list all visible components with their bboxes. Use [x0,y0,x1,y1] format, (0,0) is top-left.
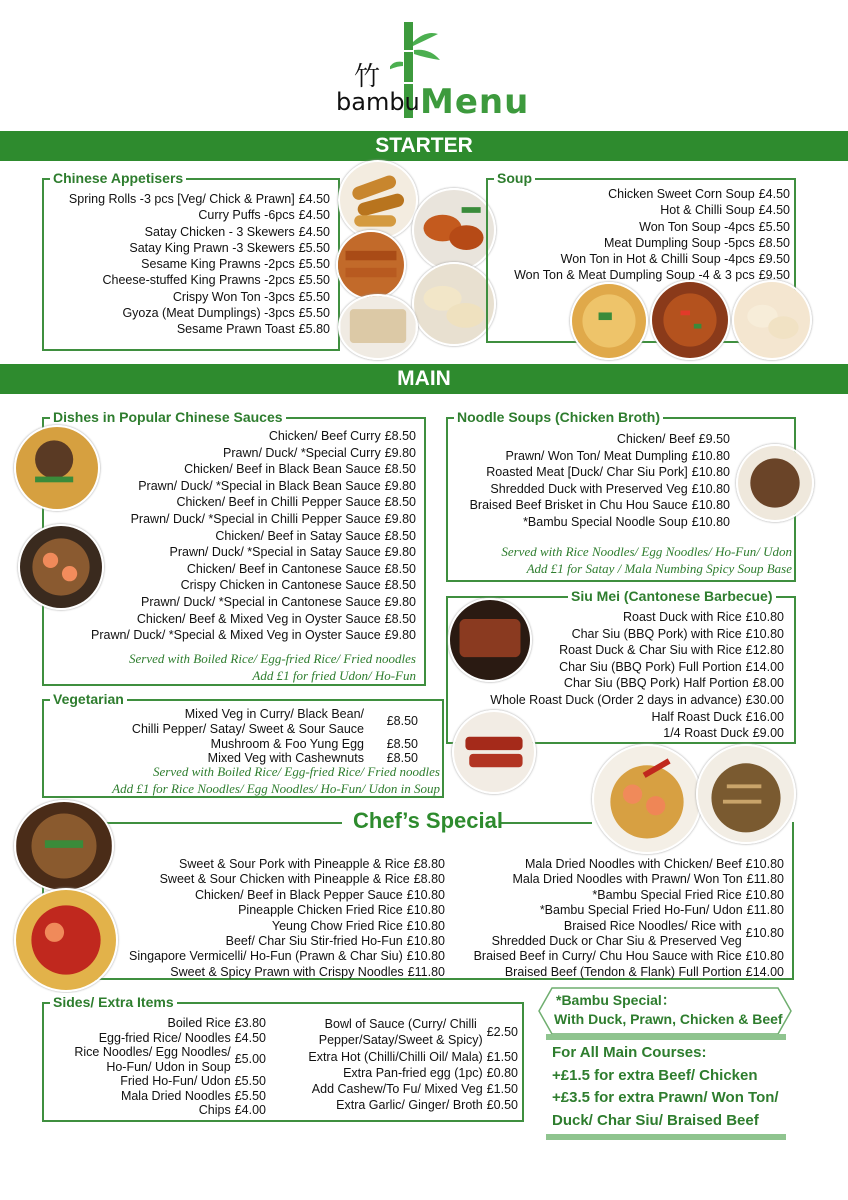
menu-item [266,1049,518,1065]
menu-item-name: Braised Beef in Curry/ Chu Hou Sauce with Rice [473,949,742,964]
menu-item [266,1097,518,1113]
menu-item-price: £9.80 [384,594,416,609]
menu-item-price: £5.50 [298,306,330,321]
main-bar: MAIN [0,364,848,394]
menu-item-name: Sweet & Spicy Prawn with Crispy Noodles [170,964,404,979]
menu-item [470,481,730,498]
menu-item [100,934,445,949]
menu-item-price: £0.80 [486,1065,518,1080]
food-photo-prawn-noodles [18,524,104,610]
menu-item-price: £30.00 [745,692,784,707]
appetisers-list [69,191,330,338]
menu-item-price: £8.50 [384,429,416,443]
extras-line: Duck/ Char Siu/ Braised Beef [552,1111,759,1129]
menu-item-name: Chicken/ Beef & Mixed Veg in Oyster Sauce [136,611,381,626]
menu-item-price: £4.00 [234,1103,266,1117]
food-photo-black-bean-beef [14,425,100,511]
menu-item-name: Won Ton Soup -4pcs [639,219,755,234]
menu-item-price: £10.80 [745,857,784,871]
chefs-special-title: Chef’s Special [353,808,503,833]
menu-item-name: Crispy Chicken in Cantonese Sauce [180,578,381,593]
menu-item-price: £9.50 [758,252,790,267]
menu-item-name: Sweet & Sour Pork with Pineapple & Rice [179,857,410,871]
menu-item [470,497,730,514]
food-photo-gyoza [412,262,496,346]
menu-item [100,872,445,887]
menu-item-price: £10.80 [745,610,784,624]
vegetarian-title: Vegetarian [50,690,127,708]
food-photo-spicy-prawn [592,744,702,854]
menu-item [44,1103,266,1118]
menu-item-price: £9.80 [384,628,416,643]
food-photo-hot-chilli-soup [650,280,730,360]
menu-item [490,626,784,643]
menu-item-name: Mushroom & Foo Yung Egg [210,737,364,751]
menu-item-name: Braised Beef Brisket in Chu Hou Sauce [469,498,688,512]
menu-item-name: *Bambu Special Fried Rice [592,887,742,902]
menu-item [44,1016,266,1031]
starter-bar: STARTER [0,131,848,161]
menu-item-price: £16.00 [745,709,784,724]
sides-left-list [44,1016,266,1118]
menu-item-price: £12.80 [745,643,784,658]
menu-item [69,207,330,223]
menu-item [91,561,416,578]
menu-item-price: £8.50 [384,561,416,576]
menu-item-price: £10.80 [691,448,730,463]
menu-item [470,448,730,465]
menu-item-price: £9.50 [698,432,730,446]
menu-item [44,1089,266,1104]
logo-text: bambu [336,88,420,116]
menu-item-name: Crispy Won Ton -3pcs [172,289,295,304]
menu-item [490,709,784,726]
menu-item [490,609,784,626]
menu-item-price: £11.80 [746,872,784,887]
menu-item-name: Gyoza (Meat Dumplings) -3pcs [122,306,295,321]
menu-item [490,642,784,659]
menu-item-name: Egg-fried Rice/ Noodles [98,1030,231,1045]
sides-title: Sides/ Extra Items [50,993,177,1011]
menu-item-name: Satay King Prawn -3 Skewers [129,240,295,255]
menu-item-price: £10.80 [745,626,784,641]
menu-item-price: £9.50 [758,268,790,283]
menu-item-name: Meat Dumpling Soup -5pcs [603,235,755,250]
menu-item-price: £10.80 [745,887,784,902]
menu-item-price: £8.50 [384,495,416,510]
menu-item [44,1031,266,1046]
sides-right-list [266,1016,518,1114]
menu-item [69,321,330,337]
menu-item-price: £8.50 [384,578,416,593]
menu-item-name: Char Siu (BBQ Pork) Full Portion [559,659,742,674]
menu-item [490,692,784,709]
menu-item-price: £10.80 [406,887,445,902]
menu-item [448,919,784,950]
menu-item-price: £8.50 [384,611,416,626]
menu-item-name: Braised Rice Noodles/ Rice with Shredded Duck or Char Siu & Preserved Veg [491,918,742,949]
food-photo-curry-puffs [412,188,496,272]
menu-item-price: £8.50 [386,714,418,728]
menu-item-name: Prawn/ Duck/ *Special in Black Bean Sauce [138,478,381,493]
menu-item [100,857,445,872]
menu-item-name: Roast Duck with Rice [622,610,742,624]
menu-item-price: £10.80 [691,465,730,479]
menu-item [91,461,416,478]
menu-item-name: Bowl of Sauce (Curry/ Chilli Pepper/Satay/Sweet & Spicy) [318,1017,483,1048]
menu-item-name: Chicken/ Beef [616,432,695,446]
menu-item-name: Chips [198,1103,231,1117]
noodle-soups-list [470,431,730,530]
menu-item-name: Hot & Chilli Soup [660,203,755,218]
menu-item-price: £8.50 [758,235,790,250]
menu-item [91,577,416,594]
menu-item-name: Roasted Meat [Duck/ Char Siu Pork] [486,465,688,479]
bambu-special-banner [538,987,792,1035]
siu-mei-title: Siu Mei (Cantonese Barbecue) [568,587,776,605]
soup-title: Soup [494,169,535,187]
food-photo-char-siu [452,710,536,794]
menu-item-name: 1/4 Roast Duck [663,726,749,741]
menu-item [91,445,416,462]
menu-item-name: Sesame Prawn Toast [176,322,295,337]
menu-item [69,240,330,256]
menu-item-price: £8.50 [384,462,416,477]
menu-item-price: £0.50 [486,1098,518,1113]
menu-item-name: Prawn/ Duck/ *Special in Chilli Pepper Sauce [130,511,381,526]
menu-item-price: £8.00 [752,676,784,691]
menu-item-price: £10.80 [406,903,445,918]
menu-item [448,965,784,980]
menu-item-price: £8.50 [384,528,416,543]
sauces-note-1: Served with Boiled Rice/ Egg-fried Rice/ Fried noodles [128,651,416,666]
menu-item [100,965,445,980]
menu-item [266,1065,518,1081]
food-photo-sweet-corn-soup [570,282,648,360]
menu-item [514,186,790,202]
menu-item [91,611,416,628]
menu-item-price: £10.80 [691,514,730,529]
menu-item-name: Mala Dried Noodles [120,1088,231,1103]
menu-item-price: £10.80 [745,949,784,964]
menu-item-name: Prawn/ Duck/ *Special Curry [223,445,381,460]
menu-item-name: Sesame King Prawns -2pcs [141,257,295,272]
menu-item-name: Char Siu (BBQ Pork) Half Portion [563,676,749,691]
menu-item-price: £11.80 [746,903,784,918]
extras-heading: For All Main Courses: [552,1044,707,1061]
menu-item [91,627,416,644]
menu-item [514,235,790,251]
menu-item-price: £4.50 [758,187,790,201]
menu-item [69,256,330,272]
menu-item-name: Add Cashew/To Fu/ Mixed Veg [311,1082,483,1097]
menu-item [44,1045,266,1074]
menu-item-price: £1.50 [486,1082,518,1097]
menu-item [448,949,784,964]
bambu-special-label: *Bambu Special： [556,992,676,1008]
menu-item-name: Sweet & Sour Chicken with Pineapple & Rice [159,872,410,887]
menu-item-name: Chicken/ Beef Curry [268,429,381,443]
menu-item [91,428,416,445]
menu-item-price: £5.50 [298,240,330,255]
menu-item [69,191,330,207]
menu-item-price: £10.80 [691,498,730,512]
menu-item-name: Prawn/ Duck/ *Special & Mixed Veg in Oyster Sauce [91,628,381,643]
vegetarian-note-1: Served with Boiled Rice/ Egg-fried Rice/ Fried noodles [152,764,440,779]
menu-item-name: Half Roast Duck [651,709,742,724]
food-photo-spring-rolls [338,160,418,240]
food-photo-ho-fun [14,800,114,892]
menu-item-price: £5.50 [298,257,330,272]
menu-item-name: Extra Garlic/ Ginger/ Broth [336,1098,483,1113]
menu-item-price: £4.50 [298,224,330,239]
menu-item-price: £8.50 [386,737,418,751]
menu-item-price: £10.80 [406,918,445,933]
menu-item [100,949,445,964]
divider [546,1134,786,1140]
menu-item-price: £1.50 [486,1049,518,1064]
divider [546,1034,786,1040]
chefs-special-right-list [448,857,784,980]
menu-item-name: Won Ton in Hot & Chilli Soup -4pcs [560,252,755,267]
menu-item-price: £5.50 [758,219,790,234]
menu-item-name: Singapore Vermicelli/ Ho-Fun (Prawn & Char Siu) [129,949,403,964]
vegetarian-list [118,707,418,765]
menu-item-name: Char Siu (BBQ Pork) with Rice [571,626,742,641]
soup-list [514,186,790,284]
menu-item-name: Extra Pan-fried egg (1pc) [343,1065,483,1080]
appetisers-title: Chinese Appetisers [50,169,186,187]
menu-item-name: Whole Roast Duck (Order 2 days in advance) [490,692,742,707]
menu-item-name: Curry Puffs -6pcs [198,208,295,223]
menu-item [91,478,416,495]
menu-item [448,888,784,903]
menu-title: Menu [420,82,530,122]
menu-item-name: Won Ton & Meat Dumpling Soup -4 & 3 pcs [514,268,755,283]
food-photo-mala-noodles [696,744,796,844]
siu-mei-list [490,609,784,742]
sides-box [42,994,524,1122]
menu-item-price: £8.80 [413,872,445,887]
noodle-soups-title: Noodle Soups (Chicken Broth) [454,408,663,426]
noodle-soups-note-2: Add £1 for Satay / Mala Numbing Spicy Soup Base [526,561,792,576]
menu-item-price: £5.50 [234,1088,266,1103]
menu-item-price: £9.80 [384,545,416,560]
menu-item-price: £2.50 [486,1025,518,1040]
chefs-special-left-list [100,857,445,980]
menu-item-name: *Bambu Special Noodle Soup [523,514,688,529]
sauces-note-2: Add £1 for fried Udon/ Ho-Fun [252,668,416,683]
menu-item-price: £9.80 [384,445,416,460]
menu-item-price: £10.80 [745,926,784,941]
menu-item-price: £10.80 [406,949,445,964]
menu-item-name: Chicken/ Beef in Black Pepper Sauce [195,887,403,902]
menu-item-price: £10.80 [691,481,730,496]
menu-item-price: £4.50 [298,192,330,206]
menu-item-price: £14.00 [745,659,784,674]
menu-item-name: *Bambu Special Fried Ho-Fun/ Udon [539,903,743,918]
menu-item [266,1016,518,1049]
menu-item [69,289,330,305]
menu-item [69,305,330,321]
menu-item [448,872,784,887]
menu-item-name: Mala Dried Noodles with Prawn/ Won Ton [512,872,743,887]
menu-item-price: £4.50 [234,1030,266,1045]
appetisers-box [42,170,340,351]
menu-item [470,464,730,481]
menu-item-price: £9.00 [752,726,784,741]
menu-item [44,1074,266,1089]
menu-item-name: Cheese-stuffed King Prawns -2pcs [102,273,295,288]
sauces-title: Dishes in Popular Chinese Sauces [50,408,286,426]
logo-chinese-character: 竹 [354,62,381,92]
menu-item [100,919,445,934]
menu-item-name: Prawn/ Duck/ *Special in Cantonese Sauce [141,594,381,609]
menu-item-name: Chicken/ Beef in Chilli Pepper Sauce [176,495,381,510]
food-photo-satay [336,230,406,300]
menu-item [514,267,790,283]
logo [330,20,540,130]
menu-item-name: Chicken/ Beef in Cantonese Sauce [186,561,381,576]
menu-item-price: £5.00 [234,1052,266,1067]
menu-item [100,888,445,903]
menu-item-name: Mixed Veg in Curry/ Black Bean/ Chilli Pepper/ Satay/ Sweet & Sour Sauce [131,707,364,736]
food-photo-won-ton-soup [732,280,812,360]
menu-item-name: Prawn/ Duck/ *Special in Satay Sauce [169,545,381,560]
menu-item [266,1081,518,1097]
menu-item-price: £3.80 [234,1016,266,1030]
menu-item [514,219,790,235]
menu-item [91,594,416,611]
noodle-soups-note-1: Served with Rice Noodles/ Egg Noodles/ Ho-Fun/ Udon [501,544,792,559]
extras-line: +£3.5 for extra Prawn/ Won Ton/ [552,1089,779,1106]
vegetarian-box [42,691,444,798]
menu-item [91,511,416,528]
menu-item [490,675,784,692]
food-photo-noodle-soup [736,444,814,522]
menu-item-name: Chicken/ Beef in Black Bean Sauce [184,462,381,477]
menu-item-price: £9.80 [384,478,416,493]
extras-line: +£1.5 for extra Beef/ Chicken [552,1066,758,1084]
menu-item-price: £11.80 [407,964,445,979]
menu-item-price: £5.50 [298,273,330,288]
food-photo-roast-duck [448,598,532,682]
menu-item-name: Beef/ Char Siu Stir-fried Ho-Fun [225,934,403,949]
extras-notice [552,1042,792,1132]
menu-item-name: Yeung Chow Fried Rice [271,918,403,933]
menu-item-name: Roast Duck & Char Siu with Rice [559,643,742,658]
menu-item [69,224,330,240]
menu-item [91,494,416,511]
menu-item-name: Satay Chicken - 3 Skewers [144,224,295,239]
menu-item-name: Mixed Veg with Cashewnuts [207,751,364,765]
bambu-special-description: With Duck, Prawn, Chicken & Beef [554,1011,783,1027]
menu-item [470,514,730,531]
food-photo-prawn-toast [338,294,418,360]
menu-item-name: Braised Beef (Tendon & Flank) Full Portion [504,964,742,979]
menu-item-name: Fried Ho-Fun/ Udon [120,1074,231,1088]
menu-item-price: £5.50 [298,289,330,304]
menu-item-name: Spring Rolls -3 pcs [Veg/ Chick & Prawn] [68,192,295,206]
menu-item-price: £8.80 [413,857,445,871]
menu-item [470,431,730,448]
menu-item-name: Chicken/ Beef in Satay Sauce [215,528,381,543]
sauces-list [91,428,416,644]
menu-item-name: Extra Hot (Chilli/Chilli Oil/ Mala) [308,1049,483,1064]
menu-item [490,659,784,676]
menu-item-price: £5.80 [298,322,330,337]
menu-item-name: Shredded Duck with Preserved Veg [490,481,688,496]
vegetarian-note-2: Add £1 for Rice Noodles/ Egg Noodles/ Ho-Fun/ Udon in Soup [112,781,440,796]
menu-item-name: Chicken Sweet Corn Soup [608,187,755,201]
menu-item-price: £10.80 [406,934,445,949]
menu-item [91,544,416,561]
menu-item [448,857,784,872]
menu-item-name: Mala Dried Noodles with Chicken/ Beef [524,857,742,871]
menu-item-name: Rice Noodles/ Egg Noodles/ Ho-Fun/ Udon in Soup [74,1045,231,1074]
menu-item [448,903,784,918]
menu-item-price: £8.50 [386,751,418,765]
menu-item-price: £9.80 [384,511,416,526]
menu-item-name: Pineapple Chicken Fried Rice [238,903,403,918]
menu-item [91,528,416,545]
menu-item-price: £4.50 [758,203,790,218]
menu-item-price: £4.50 [298,208,330,223]
menu-item [514,202,790,218]
menu-item-name: Boiled Rice [167,1016,231,1030]
menu-item [514,251,790,267]
menu-item [69,272,330,288]
menu-item-name: Prawn/ Won Ton/ Meat Dumpling [505,448,688,463]
menu-item-price: £14.00 [745,964,784,979]
menu-item [100,903,445,918]
menu-item-price: £5.50 [234,1074,266,1088]
divider [500,822,592,824]
